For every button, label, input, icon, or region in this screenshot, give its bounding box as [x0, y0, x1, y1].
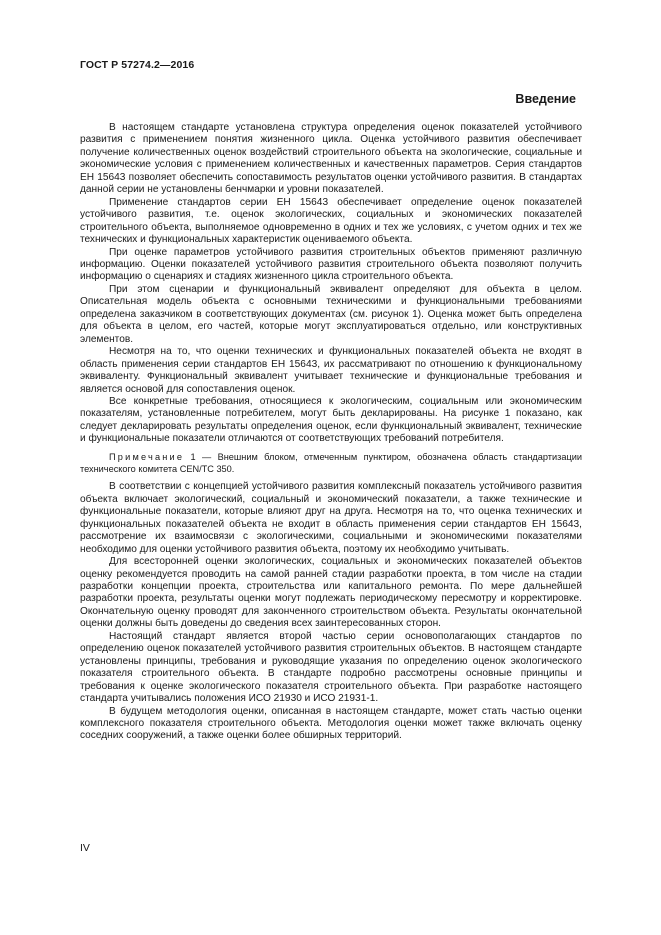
paragraph: В соответствии с концепцией устойчивого развития комплексный показатель устойчивого развития объекта включает экологический, социальный и экономический показатели, а также технические и функциональные показатели, которые влияют друг на друга. Несмотря на то, что оценка технических и функциональных показателей объекта не входит в область применения серии стандартов ЕН 15643, рассмотрение их взаимосвязи с экологическими, социальными и экономическими показателями необходимо для оценки устойчивого развития объекта, поэтому их необходимо учитывать.	[80, 481, 582, 555]
paragraph: Все конкретные требования, относящиеся к экологическим, социальным или экономическим показателям, установленные потребителем, могут быть декларированы. На рисунке 1 показано, как следует декларировать результаты определения оценок, если функциональный эквивалент, технические и функциональные показатели отличаются от соответствующих требований потребителя.	[80, 395, 582, 445]
document-header: ГОСТ Р 57274.2—2016	[80, 59, 195, 71]
paragraph: В будущем методология оценки, описанная в настоящем стандарте, может стать частью оценки комплексного показателя строительного объекта. Методология оценки может также включать оценку соседних сооружений, а также оценки более обширных территорий.	[80, 705, 582, 742]
paragraph: Для всесторонней оценки экологических, социальных и экономических показателей объектов оценку рекомендуется проводить на самой ранней стадии разработки проекта, в том числе на стадии разработки концепции проекта, строительства или капитального ремонта. По мере дальнейшей разработки проекта, результаты оценки могут подлежать периодическому пересмотру и корректировке. Окончательную оценку проводят для законченного строительством объекта. Результаты окончательной оценки должны быть доведены до сведения всех заинтересованных сторон.	[80, 556, 582, 630]
note-label: Примечание	[109, 451, 185, 462]
paragraph: В настоящем стандарте установлена структура определения оценок показателей устойчивого развития с применением понятия жизненного цикла. Оценка устойчивого развития обеспечивает получение количественных оценок воздействий строительного объекта на экологические, социальные и экономические условия с применением количественных и качественных параметров. Серия стандартов ЕН 15643 позволяет обеспечить сопоставимость результатов оценки устойчивого развития. В стандартах данной серии не установлены бенчмарки и уровни показателей.	[80, 122, 582, 196]
section-title-text: Введение	[515, 92, 576, 106]
note	[80, 452, 582, 476]
note-text: 1 — Внешним блоком, отмеченным пунктиром, обозначена область стандартизации технического комитета CEN/TC 350.	[80, 451, 582, 474]
paragraph: При этом сценарии и функциональный эквивалент определяют для объекта в целом. Описательная модель объекта с основными техническими и функциональными требованиями определена заказчиком в соответствующих документах (см. рисунок 1). Оценка может быть определена для объекта в целом, его частей, которые могут эксплуатироваться отдельно, или конструктивных элементов.	[80, 283, 582, 345]
paragraph: Настоящий стандарт является второй частью серии основополагающих стандартов по определению оценок показателей устойчивого развития строительных объектов. В настоящем стандарте установлены принципы, требования и руководящие указания по определению оценок экологического показателя строительного объекта. В стандарте подробно рассмотрены основные принципы и требования к оценке экологического показателя строительного объекта. При разработке настоящего стандарта учитывались положения ИСО 21930 и ИСО 21931-1.	[80, 630, 582, 705]
paragraph: Несмотря на то, что оценки технических и функциональных показателей объекта не входят в область применения серии стандартов ЕН 15643, их рассматривают по отношению к функциональному эквиваленту. Функциональный эквивалент учитывает технические и функциональные требования и является основой для сопоставления оценок.	[80, 346, 582, 395]
paragraph: При оценке параметров устойчивого развития строительных объектов применяют различную информацию. Оценки показателей устойчивого развития строительного объекта позволяют получить информацию о сценариях и стадиях жизненного цикла строительного объекта.	[80, 246, 582, 283]
paragraph: Применение стандартов серии ЕН 15643 обеспечивает определение оценок показателей устойчивого развития, т.е. оценок экологических, социальных и экономических показателей строительного объекта, выполняемое одновременно в одних и тех же условиях, с учетом одних и тех же технических и функциональных характеристик оцениваемого объекта.	[80, 196, 582, 246]
document-body	[80, 122, 582, 743]
page-number: IV	[80, 842, 90, 854]
section-title	[80, 92, 580, 106]
